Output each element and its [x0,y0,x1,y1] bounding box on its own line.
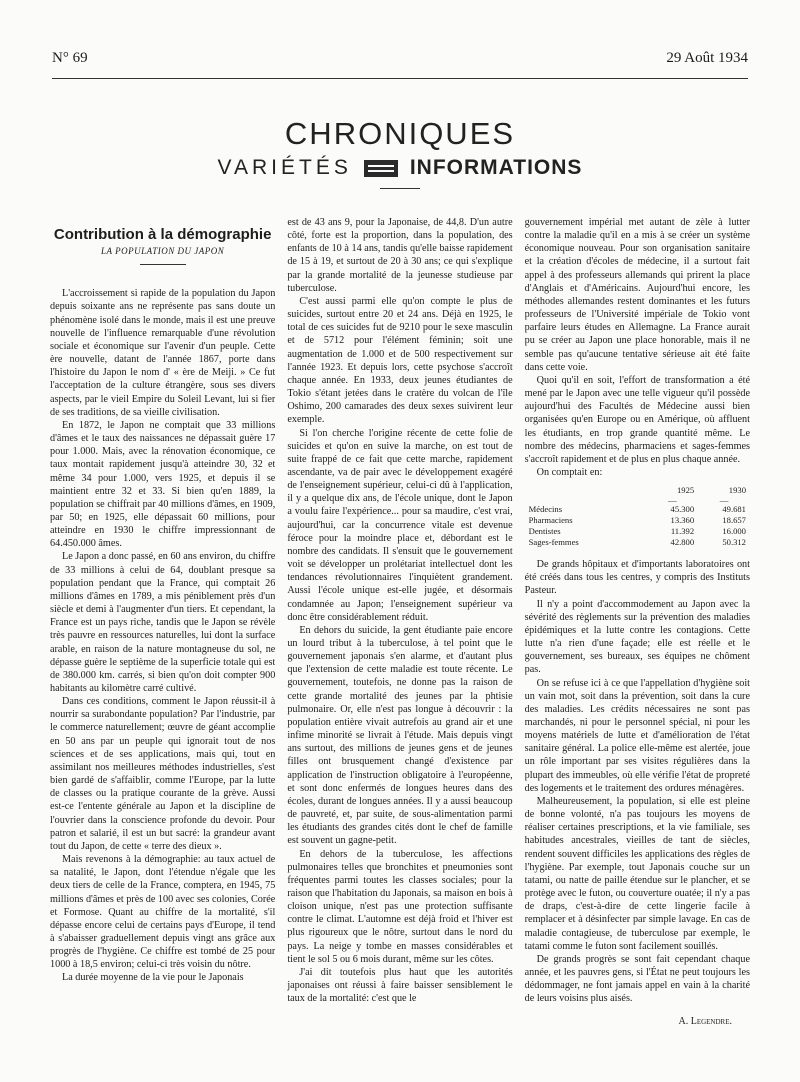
page-header [52,50,748,70]
table-row [525,504,750,515]
open-book-emblem-icon [364,160,398,177]
paragraph: est de 43 ans 9, pour la Japonaise, de 44,8. D'un autre côté, forte est la proportion, dans la population, des enfants de 10 à 14 ans, tandis qu'elle baisse rapidement de 15 à 19, et surtout de 20 à 30 ans; ce qui s'explique par la grande mortalité de la jeunesse studieuse par tuberculose. [287,217,513,294]
stats-label: Dentistes [528,526,561,537]
stats-header-blank [525,485,647,496]
column-1 [50,216,275,1056]
article-columns [50,216,750,1056]
table-row [525,526,750,537]
paragraph: J'ai dit toutefois plus haut que les autorités japonaises ont réussi à faire baisser sensiblement le taux de la mortalité: c'est que le [287,966,513,1005]
paragraph: L'accroissement si rapide de la population du Japon depuis soixante ans ne représente pas sans doute un phénomène isolé dans le monde, mais il est une preuve nouvelle de l'influence remarquable d'une révolution sociale et économique sur l'avenir d'un peuple. Cette ère nouvelle, datant de l'année 1867, porte dans l'histoire du Japon le nom d' « ère de Meiji. » Ce fut l'acceptation de la culture étrangère, sous ses divers aspects, par le vieil Empire du Soleil Levant, lui si fier de ses traditions, de sa vieille civilisation. [50,288,276,418]
paragraph: De grands hôpitaux et d'importants laboratoires ont été créés dans tous les centres, y compris des Instituts Pasteur. [524,559,750,597]
stats-year-header: 1930 [728,485,746,496]
paragraph: gouvernement impérial met autant de zèle à lutter contre la maladie qu'il en a mis à se créer un système économique nouveau. Pour son organisation sanitaire et la création d'écoles de médecine, il a surtout fait appel à des professeurs allemands qui prirent la place d'Anglais et d'Américains. Aujourd'hui encore, les méthodes allemandes restent dominantes et les futurs professeurs de l'Université impériale de Tokio vont parfaire leurs études en Allemagne. La France aurait pu se créer au Japon une place honorable, mais il ne semble pas qu'aucune tentative sérieuse ait été faite dans cette voie. [524,217,750,373]
page-number: N° 69 [52,50,88,66]
subtitle-left: VARIÉTÉS [217,156,352,179]
header-rule [52,78,748,79]
paragraph: Le Japon a donc passé, en 60 ans environ, du chiffre de 33 millions à celui de 64, doublant presque sa population pendant que la France, qui comptait 26 millions d'âmes en 1789, a mis péniblement près d'un siècle et demi à l'augmenter d'un tiers. Et cependant, la France est un pays riche, tandis que le Japon se révèle très pauvre en ressources naturelles, lui dont la surface arable, en raison de la nature montagneuse du sol, ne dépasse guère le septième de la superficie totale qui est de 380.000 km. carrés, si bien qu'on doit compter 900 habitants au kilomètre carré cultivé. [50,551,276,694]
stats-value: 13.360 [670,515,695,526]
table-row [525,515,750,526]
subtitle-right: INFORMATIONS [409,156,583,179]
masthead [0,116,800,189]
stats-value: 42.800 [670,537,695,548]
article-subtitle: LA POPULATION DU JAPON [101,246,225,257]
paragraph: De grands progrès se sont fait cependant chaque année, et les pauvres gens, si l'État ne peut toujours les dédommager, ne font jamais appel en vain à la charité de leurs voisins plus aisés. [524,953,750,1005]
paragraph: La durée moyenne de la vie pour le Japonais [62,972,244,984]
paragraph: On comptait en: [536,466,603,478]
stats-label: Sages-femmes [528,537,579,548]
statistics-table: 1925 1930 — — Médecins 45.300 49.681 Pharmaciens 13.360 18.657 Dentistes 11.392 16.000 Sages-femmes 42.800 50.312 [525,485,750,548]
paragraph: En dehors de la tuberculose, les affections pulmonaires telles que bronchites et pneumonies sont fréquentes parmi toutes les classes sociales; pour la raison que l'habitation du Japonais, sa maison en bois à cloison unique, n'est pas une protection suffisante contre le climat. L'automne est déjà froid et l'hiver est plus rigoureux que le nôtre, surtout dans le nord du pays. La neige y tombe en masses considérables et tient le sol 5 ou 6 mois durant, même sur les côtes. [287,848,513,965]
paragraph: C'est aussi parmi elle qu'on compte le plus de suicides, surtout entre 20 et 24 ans. Déjà en 1925, le total de ces suicides fut de 9210 pour le sexe masculin et de 5712 pour l'élément féminin; soit une augmentation de 1.000 et de 500 respectivement sur l'année 1923. Et depuis lors, cette psychose s'accroît chaque année. En 1933, deux jeunes étudiantes de Tokio s'étant jetées dans le cratère du volcan de l'île Oshimo, 200 camarades des deux sexes suivirent leur exemple. [287,295,513,426]
stats-value: 45.300 [670,504,695,515]
column-3 [525,216,750,1056]
paragraph: Malheureusement, la population, si elle est pleine de bonne volonté, n'a pas toujours les moyens de réaliser certaines prescriptions, et la vie familiale, ses habitudes ancestrales, vieilles de tant de siècles, rendent souvent difficiles les applications des règles de l'hygiène. Par exemple, tout Japonais couche sur un tatami, ou natte de paille étendue sur le plancher, et se protège avec le futon, ou couverture ouatée; il n'y a pas de draps, c'est-à-dire de cette lingerie facile à remplacer et à désinfecter par simple lavage. En cas de maladie contagieuse, de tuberculose par exemple, le tatami comme le futon sont facilement souillés. [524,795,750,952]
stats-label: Médecins [528,504,563,515]
table-row [525,537,750,548]
paragraph: Si l'on cherche l'origine récente de cette folie de suicides et qu'on en suive la marche, on est tout de suite frappé de ce fait que cette marche, rapidement ascendante, va de pair avec le développement exagéré de l'enseignement supérieur, celui-ci dû à l'application, il y a quelque dix ans, de l'école unique, dont le Japon a voulu faire l'expérience... pour sa maudire, c'est vrai, aujourd'hui, car la concurrence vitale est devenue féroce pour la moindre place et, débordant est le nombre des candidats. Il s'ensuit que le gouvernement voit se développer un prolétariat intellectuel dont les tendances révolutionnaires l'inquiètent grandement. Aussi l'école unique est-elle jugée, et désormais condamnée au Japon; l'enseignement supérieur va donc être considérablement réduit. [287,427,513,623]
paragraph: On se refuse ici à ce que l'appellation d'hygiène soit un vain mot, soit dans la prévention, soit dans la cure des maladies. Les crédits nécessaires ne sont pas marchandés, ni pour le personnel spécial, ni pour les moyens matériels de lutte et d'amélioration de l'état sanitaire général. La police elle-même est alertée, joue un rôle important par ses visites régulières dans la plupart des immeubles, où elle vérifie l'état de propreté des logements et le traitement des ordures ménagères. [524,677,750,794]
title-rule [140,264,186,265]
stats-year-header: 1925 [676,485,695,496]
article-title: Contribution à la démographie [53,226,272,243]
stats-value: 16.000 [722,526,746,537]
section-title: CHRONIQUES [284,116,516,151]
paragraph: Dans ces conditions, comment le Japon réussit-il à nourrir sa surabondante population? Par l'industrie, par le commerce naturellement; œuvre de géant accomplie en 50 ans par un peuple qui ignorait tout de nos sciences et de ses applications, mais qui, tout en assimilant nos meilleures méthodes industrielles, s'est bien gardé de s'affaiblir, comme l'Europe, par la lutte de classes ou la pratique courante de la grève. Aussi est-ce l'entente générale au Japon et la discipline de l'ouvrier dans la conscience profonde du devoir. Pour patron et salarié, il est un but sacré: la grandeur avant tout du Japon, de cette « terre des dieux ». [50,696,276,852]
paragraph: En dehors du suicide, la gent étudiante paie encore un lourd tribut à la tuberculose, à tel point que le gouvernement japonais s'en alarme, et d'autant plus que l'extension de cette maladie est toute récente. Le gouvernement, toutefois, ne donne pas la raison de cette grande mortalité des jeunes par la phtisie pulmonaire. Or, elle n'est pas longue à découvrir : la population entière vivait autrefois au grand air et une infime minorité se livrait à l'étude. Mais depuis vingt ans surtout, des millions de jeunes gens et de jeunes filles ont brusquement changé d'existence par application de l'instruction obligatoire à l'européenne, et sont donc enfermés de longues heures dans des écoles, durant de longues années. Il y a aussi beaucoup de pauvreté, et, par suite, de sous-alimentation parmi les étudiants des grandes cités dont le chef de famille est souvent un gagne-petit. [287,624,513,847]
column-2 [287,216,512,1056]
paragraph: Quoi qu'il en soit, l'effort de transformation a été mené par le Japon avec une telle vigueur qu'il possède aujourd'hui des Facultés de Médecine aussi bien organisées qu'en Europe ou en Amérique, où affluent les étudiants, en trop grande quantité même. Le nombre des médecins, pharmaciens et sages-femmes s'accroît rapidement et de plus en plus chaque année. [524,374,750,465]
stats-value: 11.392 [670,526,695,537]
author-signature: A. Legendre. [678,1016,732,1028]
paragraph: En 1872, le Japon ne comptait que 33 millions d'âmes et le taux des naissances ne dépassait guère 17 pour 1.000. Mais, avec la rénovation économique, ce taux montait rapidement jusqu'à atteindre 30, 32 et même 34 pour 1.000, vers 1925, et depuis il se maintient entre 32 et 33. Si bien qu'en 1889, la population se chiffrait par 40 millions d'âmes, en 1909, par 50; en 1925, elle dépassait 60 millions, pour atteindre en 1930 le chiffre impressionnant de 64.450.000 âmes. [50,419,276,550]
paragraph: Mais revenons à la démographie: au taux actuel de sa natalité, le Japon, dont l'étendue n'égale que les deux tiers de celle de la France, comptera, en 1945, 75 millions d'âmes et près de 100 avec ses colonies, Corée et Formose. Quant au chiffre de la mortalité, s'il dépasse encore celui de certains pays d'Europe, il tend à s'abaisser graduellement depuis vingt ans grâce aux progrès de l'hygiène. Ce chiffre est tombé de 25 pour 1000 à 18,5 environ; celui-ci très voisin du nôtre. [50,854,276,971]
section-subtitle [0,156,800,180]
paragraph: Il n'y a point d'accommodement au Japon avec la sévérité des règlements sur la prévention des maladies épidémiques et la lutte contre les contagions. Cette lutte n'a rien d'une façade; elle est réelle et le gouvernement, ses bureaux, ses équipes ne chôment pas. [524,598,750,676]
issue-date: 29 Août 1934 [666,50,748,66]
stats-value: 50.312 [722,537,746,548]
masthead-rule [380,188,420,189]
stats-value: 49.681 [722,504,746,515]
stats-value: 18.657 [722,515,746,526]
stats-label: Pharmaciens [528,515,573,526]
